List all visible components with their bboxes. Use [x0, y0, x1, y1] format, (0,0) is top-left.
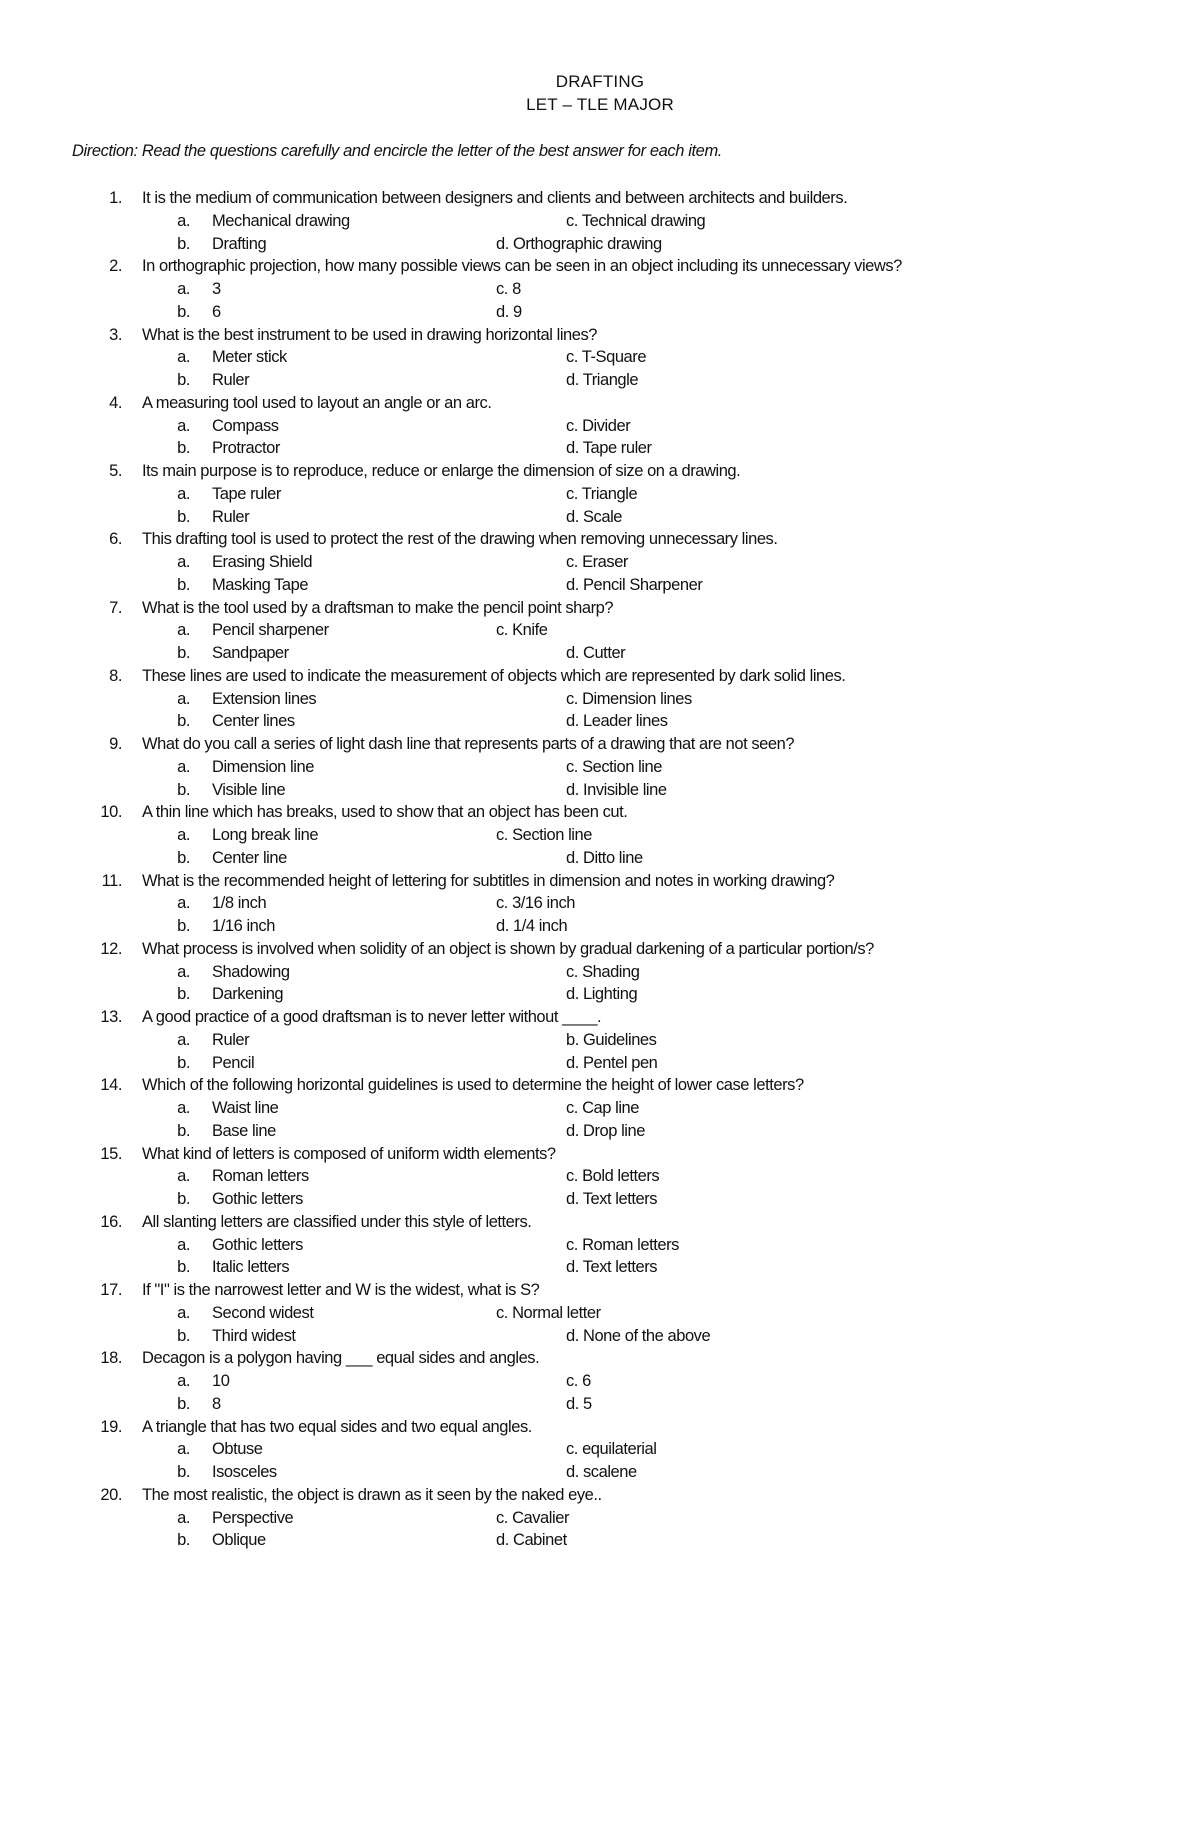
question-number: 6.	[109, 530, 122, 549]
question-number: 7.	[109, 598, 122, 617]
option-b-letter: b.	[177, 234, 190, 253]
option-c: c. Roman letters	[566, 1235, 679, 1254]
question-text: A thin line which has breaks, used to show that an object has been cut.	[142, 803, 628, 822]
question-text: If "I" is the narrowest letter and W is the widest, what is S?	[142, 1281, 540, 1299]
option-a: Second widest	[212, 1303, 314, 1322]
option-a-letter: a.	[177, 553, 190, 571]
option-a: Meter stick	[212, 348, 287, 367]
option-a: Tape ruler	[212, 484, 281, 503]
option-b-letter: b.	[177, 848, 190, 867]
option-a-letter: a.	[177, 1099, 190, 1117]
option-c: c. 8	[496, 280, 521, 298]
question-text: In orthographic projection, how many possible views can be seen in an object including its unnecessary views?	[142, 257, 902, 276]
question-text: All slanting letters are classified under this style of letters.	[142, 1212, 532, 1231]
option-a: Ruler	[212, 1030, 250, 1049]
option-a: 3	[212, 280, 221, 298]
option-a-letter: a.	[177, 1372, 190, 1390]
option-a-letter: a.	[177, 1303, 190, 1322]
option-d: d. Cutter	[566, 644, 626, 662]
question-text: The most realistic, the object is drawn as it seen by the naked eye..	[142, 1485, 602, 1504]
option-a: Erasing Shield	[212, 553, 313, 571]
question-text: What is the tool used by a draftsman to make the pencil point sharp?	[142, 598, 614, 617]
question-number: 1.	[109, 189, 122, 207]
option-a: Gothic letters	[212, 1235, 303, 1254]
option-c: c. Triangle	[566, 484, 638, 503]
question-number: 18.	[100, 1349, 122, 1368]
option-b: 8	[212, 1394, 221, 1413]
option-a: Long break line	[212, 826, 319, 844]
option-a: Compass	[212, 416, 279, 435]
question-text: What is the best instrument to be used in drawing horizontal lines?	[142, 325, 598, 344]
option-c: c. Cavalier	[496, 1508, 569, 1527]
option-a: Shadowing	[212, 962, 290, 981]
option-c: c. Technical drawing	[566, 211, 706, 230]
option-c: c. T-Square	[566, 348, 647, 367]
option-d: d. 9	[496, 302, 522, 321]
question-text: What do you call a series of light dash line that represents parts of a drawing that are not seen?	[142, 735, 795, 753]
option-d: d. Drop line	[566, 1121, 645, 1140]
option-b: Italic letters	[212, 1258, 290, 1277]
question-text: This drafting tool is used to protect the rest of the drawing when removing unnecessary lines.	[142, 530, 778, 549]
option-a-letter: a.	[177, 689, 190, 708]
option-b: Drafting	[212, 234, 267, 253]
option-c: c. 3/16 inch	[496, 894, 575, 913]
option-b-letter: b.	[177, 371, 190, 389]
option-b-letter: b.	[177, 1190, 190, 1208]
question-number: 8.	[109, 666, 122, 685]
option-b: 6	[212, 302, 221, 321]
option-a: Perspective	[212, 1508, 294, 1527]
question-text: Its main purpose is to reproduce, reduce or enlarge the dimension of size on a drawing.	[142, 462, 741, 480]
question-number: 14.	[100, 1076, 122, 1095]
option-d: d. Orthographic drawing	[496, 234, 662, 253]
option-b: Third widest	[212, 1326, 296, 1345]
document-title: DRAFTING	[555, 72, 645, 91]
option-a-letter: a.	[177, 1440, 190, 1459]
option-c: c. Knife	[496, 621, 548, 640]
option-c: c. Eraser	[566, 553, 628, 571]
question-number: 17.	[100, 1281, 122, 1299]
option-a-letter: a.	[177, 1508, 190, 1527]
option-b: Visible line	[212, 780, 286, 799]
question-text: What is the recommended height of lettering for subtitles in dimension and notes in working drawing?	[142, 871, 835, 890]
question-text: It is the medium of communication between designers and clients and between architects and builders.	[142, 189, 848, 207]
option-c: b. Guidelines	[566, 1030, 657, 1049]
option-a-letter: a.	[177, 1235, 190, 1254]
question-text: These lines are used to indicate the measurement of objects which are represented by dark solid lines.	[142, 666, 846, 685]
option-b: Ruler	[212, 371, 250, 389]
option-d: d. Tape ruler	[566, 439, 652, 458]
question-number: 16.	[100, 1212, 122, 1231]
option-a-letter: a.	[177, 348, 190, 367]
option-b: Center line	[212, 848, 287, 867]
question-text: Decagon is a polygon having ___ equal sides and angles.	[142, 1349, 540, 1368]
option-d: d. Pentel pen	[566, 1053, 658, 1072]
option-c: c. Cap line	[566, 1099, 640, 1117]
option-a-letter: a.	[177, 826, 190, 844]
option-a: Pencil sharpener	[212, 621, 329, 640]
option-a: Waist line	[212, 1099, 279, 1117]
option-b-letter: b.	[177, 1121, 190, 1140]
option-b-letter: b.	[177, 712, 190, 731]
option-d: d. 1/4 inch	[496, 917, 568, 935]
option-d: d. Cabinet	[496, 1531, 567, 1550]
option-b-letter: b.	[177, 1463, 190, 1481]
option-c: c. Bold letters	[566, 1167, 660, 1186]
option-a-letter: a.	[177, 621, 190, 640]
option-a-letter: a.	[177, 757, 190, 776]
option-b: Gothic letters	[212, 1190, 303, 1208]
option-c: c. Divider	[566, 416, 631, 435]
option-a-letter: a.	[177, 280, 190, 298]
option-b-letter: b.	[177, 985, 190, 1004]
option-d: d. Leader lines	[566, 712, 668, 731]
option-b: 1/16 inch	[212, 917, 275, 935]
question-text: What process is involved when solidity of an object is shown by gradual darkening of a particular portion/s?	[142, 939, 874, 958]
option-d: d. Ditto line	[566, 848, 643, 867]
question-number: 13.	[100, 1008, 122, 1026]
option-a: Mechanical drawing	[212, 211, 350, 230]
option-a-letter: a.	[177, 962, 190, 981]
option-d: d. 5	[566, 1394, 592, 1413]
option-b-letter: b.	[177, 1053, 190, 1072]
direction-text: Direction: Read the questions carefully and encircle the letter of the best answer for each item.	[72, 142, 722, 160]
option-d: d. None of the above	[566, 1326, 711, 1345]
option-c: c. Shading	[566, 962, 640, 981]
option-b-letter: b.	[177, 302, 190, 321]
option-b: Darkening	[212, 985, 284, 1004]
question-number: 15.	[100, 1144, 122, 1163]
option-b-letter: b.	[177, 1531, 190, 1550]
option-c: c. equilaterial	[566, 1440, 657, 1459]
option-d: d. Invisible line	[566, 780, 667, 799]
option-a-letter: a.	[177, 1167, 190, 1186]
option-b-letter: b.	[177, 1394, 190, 1413]
question-text: A good practice of a good draftsman is to never letter without ____.	[142, 1008, 602, 1026]
document-subtitle: LET – TLE MAJOR	[526, 95, 674, 114]
option-d: d. Triangle	[566, 371, 639, 389]
option-b-letter: b.	[177, 644, 190, 662]
option-a: 1/8 inch	[212, 894, 267, 913]
option-b: Oblique	[212, 1531, 266, 1550]
question-number: 20.	[100, 1485, 122, 1504]
option-d: d. Scale	[566, 507, 623, 526]
option-c: c. Section line	[566, 757, 662, 776]
option-d: d. Text letters	[566, 1190, 658, 1208]
question-number: 12.	[100, 939, 122, 958]
option-b: Isosceles	[212, 1463, 277, 1481]
option-a-letter: a.	[177, 894, 190, 913]
question-text: Which of the following horizontal guidelines is used to determine the height of lower case letters?	[142, 1076, 804, 1095]
option-b-letter: b.	[177, 1326, 190, 1345]
option-b: Protractor	[212, 439, 280, 458]
option-a-letter: a.	[177, 484, 190, 503]
option-b: Ruler	[212, 507, 250, 526]
question-number: 19.	[100, 1417, 122, 1436]
question-number: 5.	[109, 462, 122, 480]
option-b: Base line	[212, 1121, 276, 1140]
option-d: d. Lighting	[566, 985, 638, 1004]
option-a: Dimension line	[212, 757, 314, 776]
question-number: 4.	[109, 393, 122, 412]
option-d: d. scalene	[566, 1463, 637, 1481]
question-text: A measuring tool used to layout an angle or an arc.	[142, 393, 492, 412]
option-a: 10	[212, 1372, 230, 1390]
option-d: d. Text letters	[566, 1258, 658, 1277]
option-b: Masking Tape	[212, 575, 309, 594]
option-a: Obtuse	[212, 1440, 263, 1459]
question-text: A triangle that has two equal sides and two equal angles.	[142, 1417, 532, 1436]
option-a-letter: a.	[177, 211, 190, 230]
option-b: Center lines	[212, 712, 295, 731]
option-a-letter: a.	[177, 1030, 190, 1049]
option-b-letter: b.	[177, 780, 190, 799]
option-c: c. Section line	[496, 826, 592, 844]
option-b: Pencil	[212, 1053, 255, 1072]
question-number: 2.	[109, 257, 122, 276]
question-number: 10.	[100, 803, 122, 822]
option-c: c. Normal letter	[496, 1303, 601, 1322]
option-c: c. Dimension lines	[566, 689, 692, 708]
option-c: c. 6	[566, 1372, 591, 1390]
question-number: 11.	[101, 871, 122, 890]
option-b-letter: b.	[177, 1258, 190, 1277]
option-b-letter: b.	[177, 439, 190, 458]
option-b-letter: b.	[177, 575, 190, 594]
option-a: Roman letters	[212, 1167, 309, 1186]
option-b-letter: b.	[177, 507, 190, 526]
option-a: Extension lines	[212, 689, 317, 708]
option-a-letter: a.	[177, 416, 190, 435]
question-number: 9.	[109, 735, 122, 753]
question-number: 3.	[109, 325, 122, 344]
option-b: Sandpaper	[212, 644, 289, 662]
option-b-letter: b.	[177, 917, 190, 935]
question-text: What kind of letters is composed of uniform width elements?	[142, 1144, 556, 1163]
option-d: d. Pencil Sharpener	[566, 575, 703, 594]
